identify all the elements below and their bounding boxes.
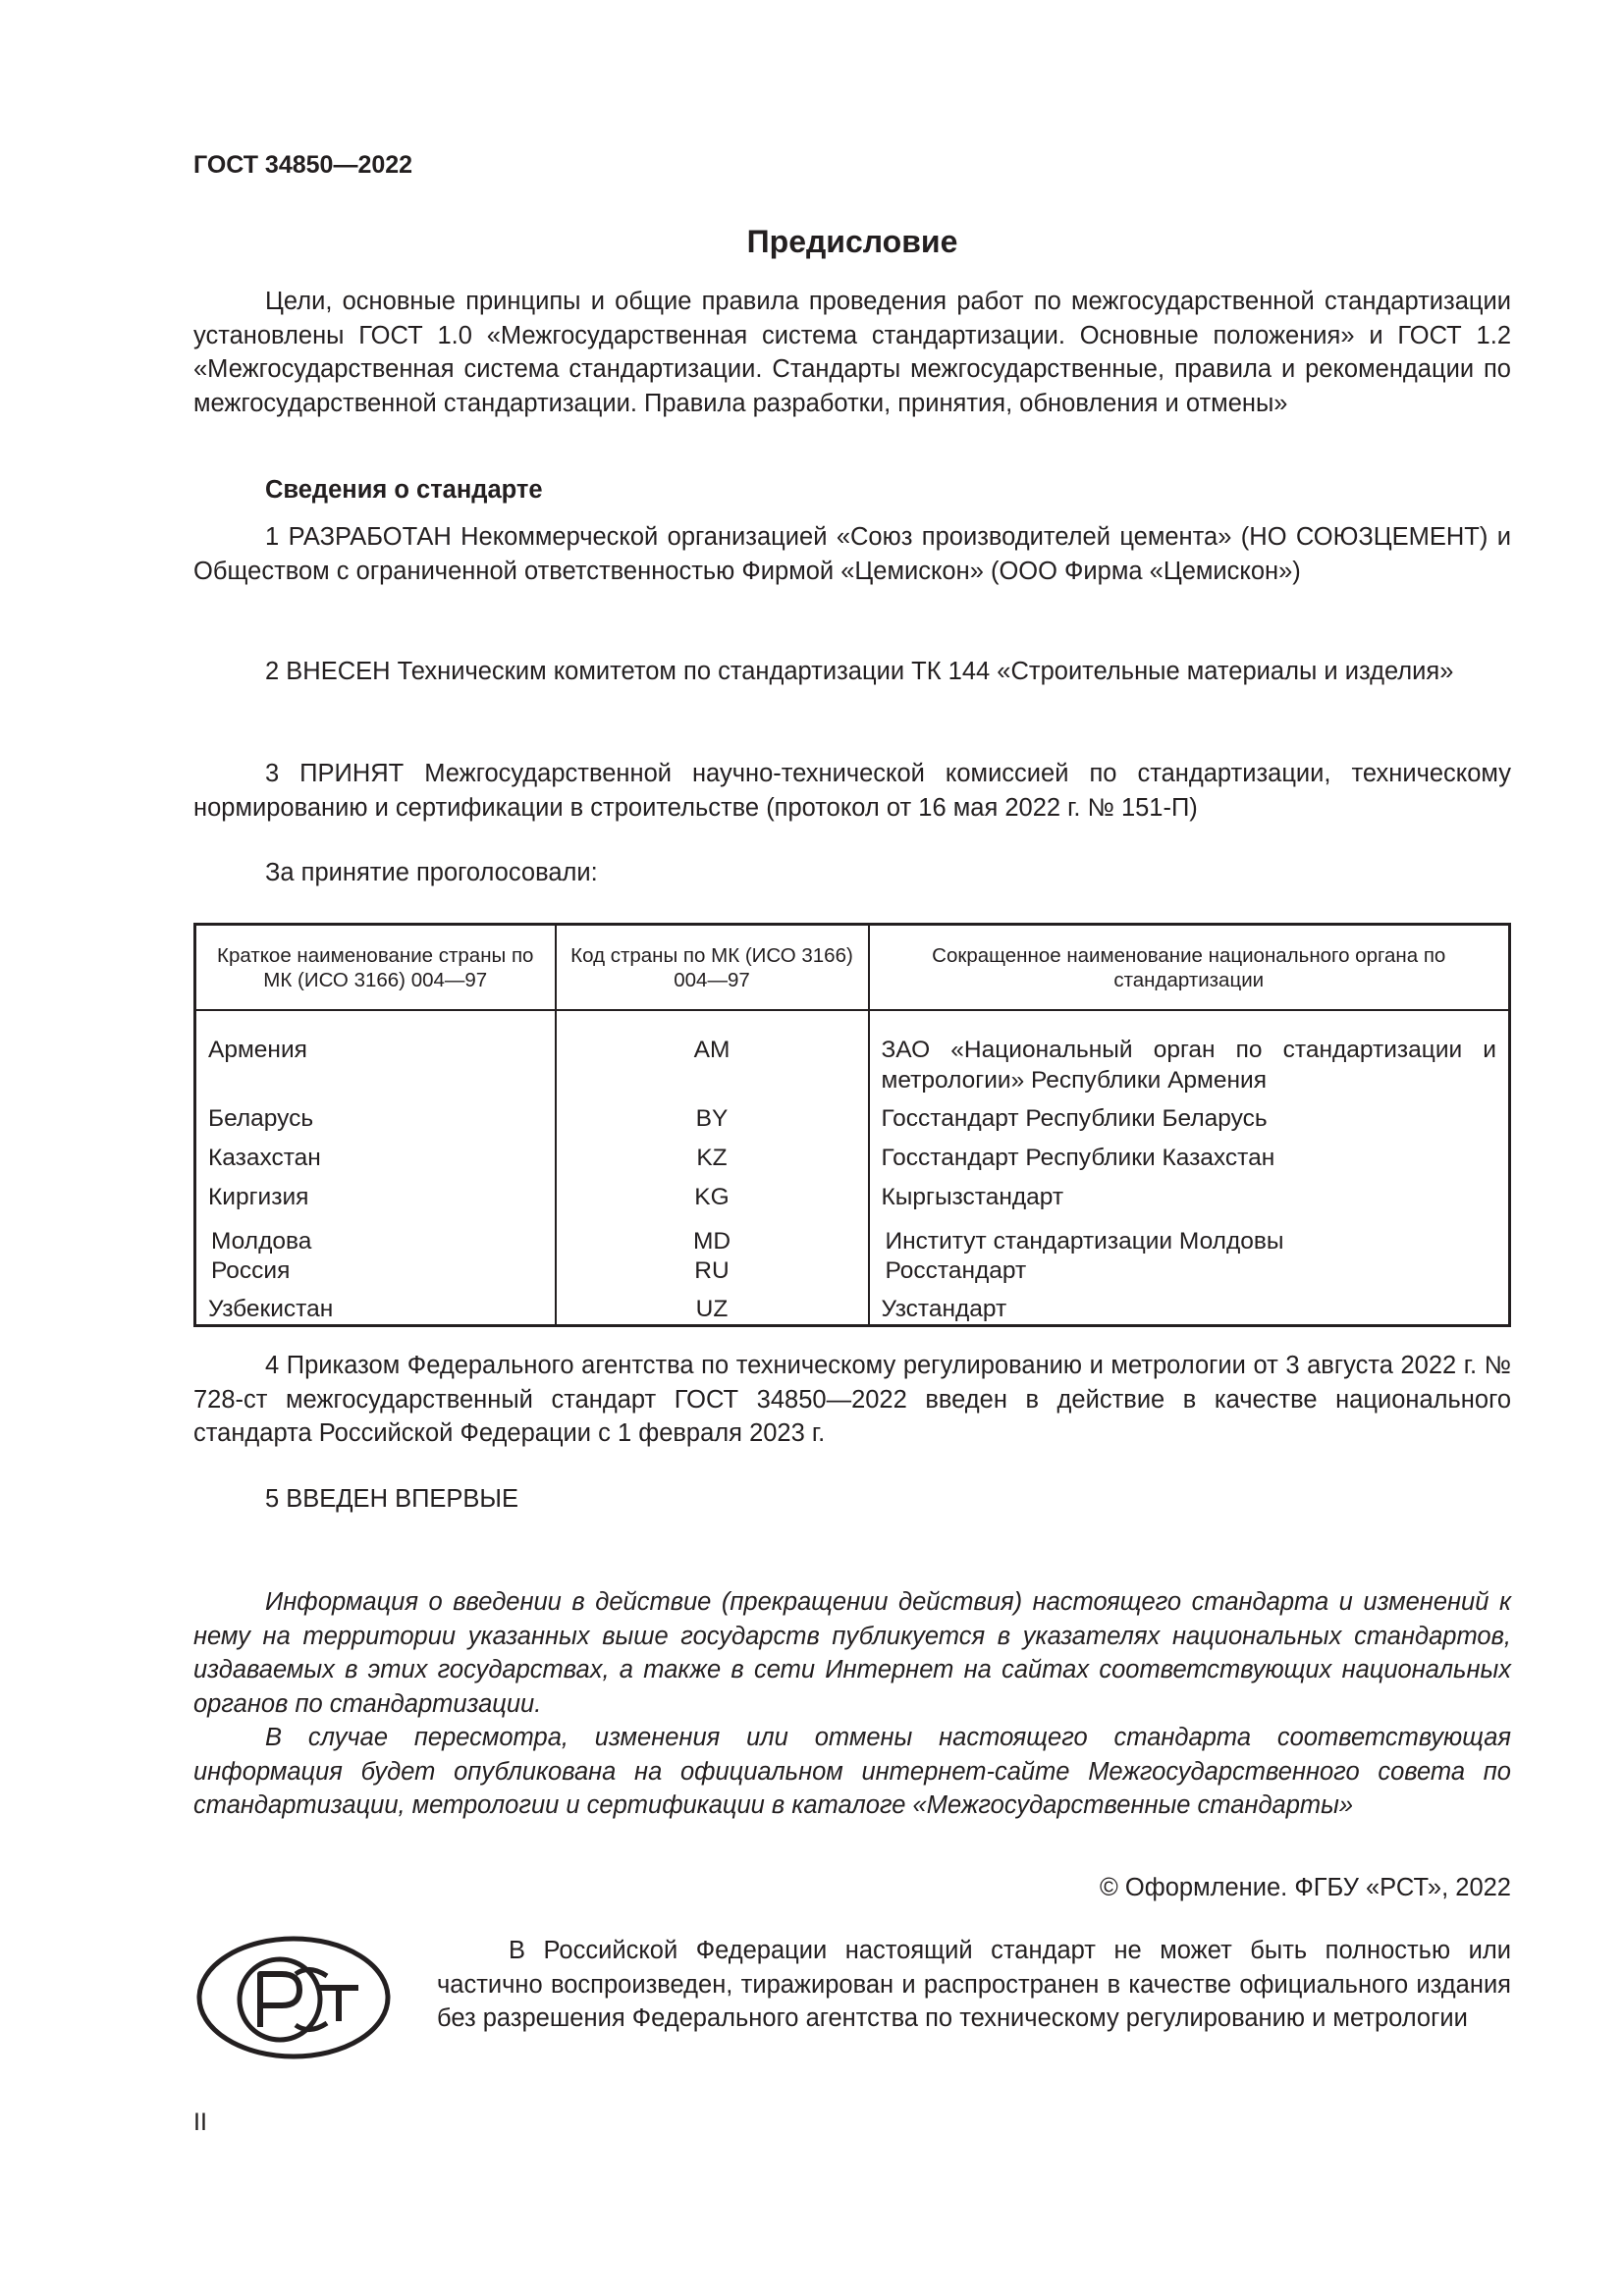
country-cell: Казахстан xyxy=(208,1145,321,1171)
intro-paragraph: Цели, основные принципы и общие правила проведения работ по межгосударственной стандартизации установлены ГОСТ 1.0 «Межгосударственная система стандартизации. Основные положения» и ГОСТ 1.2 «Межгосударственная система стандартизации. Стандарты межгосударственные, правила и рекомендации по межгосударственной стандартизации. Правила разработки, принятия, обновления и отмены» xyxy=(193,288,1511,417)
table-row xyxy=(195,1095,1510,1134)
header-organ: Сокращенное наименование национального органа по стандартизации xyxy=(869,925,1510,1011)
organ-cell: ЗАО «Национальный орган по стандартизации и метрологии» Республики Армения xyxy=(869,1010,1510,1095)
country-cell: Киргизия xyxy=(208,1184,309,1210)
organ-cell: Узстандарт xyxy=(869,1286,1510,1326)
code-cell: AM xyxy=(556,1010,869,1095)
copyright-text: © Оформление. ФГБУ «РСТ», 2022 xyxy=(1100,1874,1511,1901)
item-5-paragraph: 5 ВВЕДЕН ВПЕРВЫЕ xyxy=(265,1485,519,1513)
organ-cell: Госстандарт Республики Беларусь xyxy=(869,1095,1510,1134)
rf-notice-paragraph: В Российской Федерации настоящий стандарт не может быть полностью или частично воспроизведен, тиражирован и распространен в качестве официального издания без разрешения Федерального агентства по техническому регулированию и метрологии xyxy=(437,1937,1511,2032)
code-cell: BY xyxy=(556,1095,869,1134)
code-cell: MD xyxy=(556,1212,869,1256)
voted-label: За принятие проголосовали: xyxy=(265,859,598,886)
note-1-paragraph: Информация о введении в действие (прекращении действия) настоящего стандарта и изменений к нему на территории указанных выше государств публикуется в указателях национальных стандартов, издаваемых в этих государствах, а также в сети Интернет на сайтах соответствующих национальных органов по стандартизации. xyxy=(193,1588,1511,1718)
table-header-row xyxy=(195,925,1510,1011)
organ-cell: Росстандарт xyxy=(869,1256,1510,1286)
country-cell: Армения xyxy=(208,1037,307,1063)
item-4-paragraph: 4 Приказом Федерального агентства по техническому регулированию и метрологии от 3 августа 2022 г. № 728-ст межгосударственный стандарт ГОСТ 34850—2022 введен в действие в качестве национального стандарта Российской Федерации с 1 февраля 2023 г. xyxy=(193,1352,1511,1447)
code-cell: UZ xyxy=(556,1286,869,1326)
info-heading: Сведения о стандарте xyxy=(265,476,543,504)
country-cell: Беларусь xyxy=(208,1105,314,1132)
item-3-paragraph: 3 ПРИНЯТ Межгосударственной научно-технической комиссией по стандартизации, техническому нормированию и сертификации в строительстве (протокол от 16 мая 2022 г. № 151-П) xyxy=(193,760,1511,822)
voting-table xyxy=(193,923,1511,1327)
code-cell: KG xyxy=(556,1173,869,1212)
organ-cell: Институт стандартизации Молдовы xyxy=(869,1212,1510,1256)
page-title: Предисловие xyxy=(746,224,958,259)
country-cell: Молдова xyxy=(211,1228,312,1255)
header-code: Код страны по МК (ИСО 3166) 004—97 xyxy=(556,925,869,1011)
table-row xyxy=(195,1212,1510,1256)
rst-logo-icon xyxy=(193,1933,400,2071)
organ-cell: Госстандарт Республики Казахстан xyxy=(869,1134,1510,1173)
table-row xyxy=(195,1134,1510,1173)
header-country: Краткое наименование страны по МК (ИСО 3166) 004—97 xyxy=(195,925,556,1011)
note-2-paragraph: В случае пересмотра, изменения или отмены настоящего стандарта соответствующая информация будет опубликована на официальном интернет-сайте Межгосударственного совета по стандартизации, метрологии и сертификации в каталоге «Межгосударственные стандарты» xyxy=(193,1724,1511,1819)
table-row xyxy=(195,1286,1510,1326)
organ-cell: Кыргызстандарт xyxy=(869,1173,1510,1212)
country-cell: Узбекистан xyxy=(208,1296,334,1322)
code-cell: RU xyxy=(556,1256,869,1286)
page-number: II xyxy=(193,2109,207,2136)
country-cell: Россия xyxy=(211,1257,291,1284)
code-cell: KZ xyxy=(556,1134,869,1173)
table-row xyxy=(195,1173,1510,1212)
table-row xyxy=(195,1010,1510,1095)
document-code: ГОСТ 34850—2022 xyxy=(193,151,413,179)
table-row xyxy=(195,1256,1510,1286)
item-2-paragraph: 2 ВНЕСЕН Техническим комитетом по стандартизации ТК 144 «Строительные материалы и изделия» xyxy=(265,658,1454,685)
item-1-paragraph: 1 РАЗРАБОТАН Некоммерческой организацией «Союз производителей цемента» (НО СОЮЗЦЕМЕНТ) и Обществом с ограниченной ответственностью Фирмой «Цемискон» (ООО Фирма «Цемискон») xyxy=(193,523,1511,585)
